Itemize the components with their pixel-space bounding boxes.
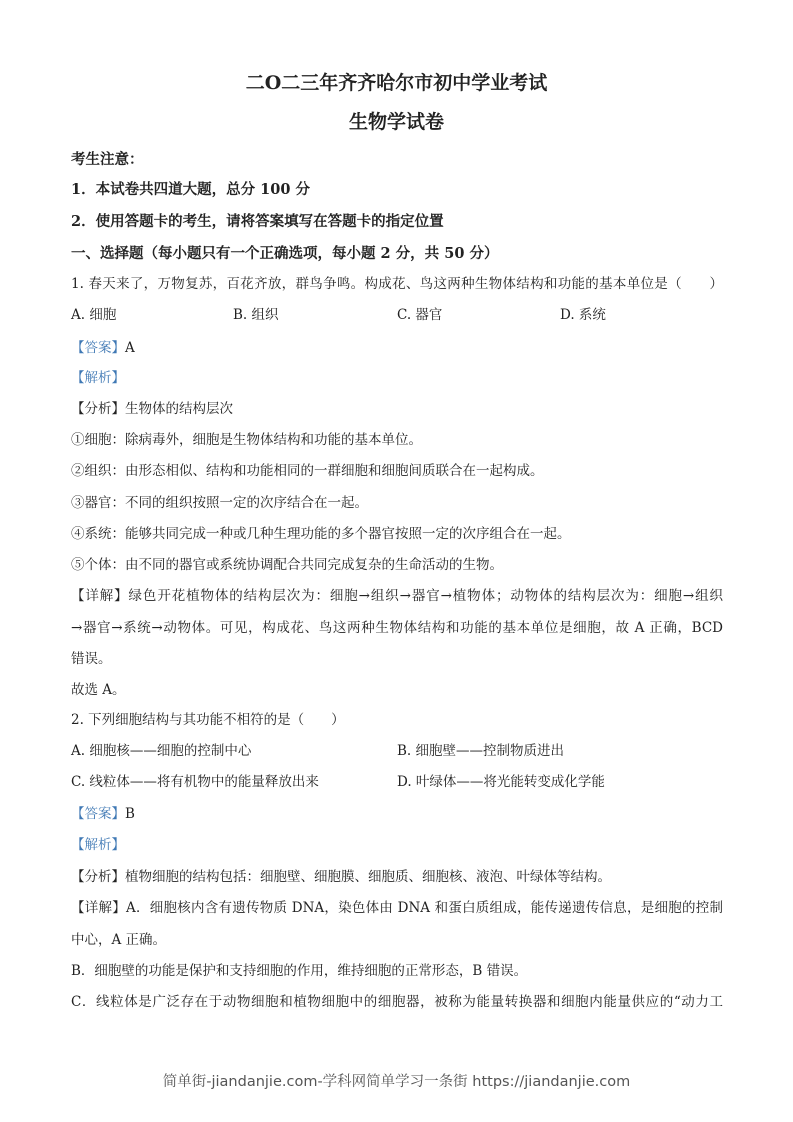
q1-detail [71, 587, 723, 605]
fenxi-text: 生物体的结构层次 [125, 401, 233, 417]
fenxi-label: 【分析】 [71, 869, 125, 885]
point: ②组织：由形态相似、结构和功能相同的一群细胞和细胞间质联合在一起构成。 [71, 463, 544, 479]
analysis-label: 【解析】 [71, 837, 125, 853]
detail-text: 错误。 [71, 651, 112, 667]
fenxi-label: 【分析】 [71, 401, 125, 417]
answer-label: 【答案】 [71, 806, 125, 822]
q2-stem: 2. 下列细胞结构与其功能不相符的是（ ） [71, 712, 345, 728]
detail-label: 【详解】 [71, 900, 126, 916]
q1-fenxi [71, 400, 233, 418]
q1-option-a: A. 细胞 [71, 307, 117, 323]
q2-option-a: A. 细胞核——细胞的控制中心 [71, 743, 252, 759]
q1-option-b: B. 组织 [233, 307, 279, 323]
q2-option-d: D. 叶绿体——将光能转变成化学能 [397, 774, 605, 790]
answer-value: A [125, 340, 135, 356]
q2-fenxi [71, 868, 611, 886]
detail-text: →器官→系统→动物体。可见，构成花、鸟这两种生物体结构和功能的基本单位是细胞，故 A 正确，BCD [71, 620, 723, 636]
answer-value: B [125, 806, 135, 822]
detail-text: C．线粒体是广泛存在于动物细胞和植物细胞中的细胞器，被称为能量转换器和细胞内能量供应的“动力工 [71, 994, 723, 1010]
q2-option-c: C. 线粒体——将有机物中的能量释放出来 [71, 774, 319, 790]
q2-answer [71, 805, 135, 823]
section-heading: 一、选择题（每小题只有一个正确选项，每小题 2 分，共 50 分） [71, 245, 499, 262]
point: ③器官：不同的组织按照一定的次序结合在一起。 [71, 495, 368, 511]
point: ④系统：能够共同完成一种或几种生理功能的多个器官按照一定的次序组合在一起。 [71, 526, 571, 542]
detail-label: 【详解】 [71, 588, 129, 604]
point: ①细胞：除病毒外，细胞是生物体结构和功能的基本单位。 [71, 432, 422, 448]
analysis-label: 【解析】 [71, 370, 125, 386]
q1-answer [71, 339, 135, 357]
answer-label: 【答案】 [71, 340, 125, 356]
detail-text: 绿色开花植物体的结构层次为：细胞→组织→器官→植物体；动物体的结构层次为：细胞→组织 [128, 588, 724, 604]
point: ⑤个体：由不同的器官或系统协调配合共同完成复杂的生命活动的生物。 [71, 557, 503, 573]
footer-watermark: 简单街-jiandanjie.com-学科网简单学习一条街 https://jiandanjie.com [162, 1074, 631, 1090]
detail-text: A．细胞核内含有遗传物质 DNA，染色体由 DNA 和蛋白质组成，能传递遗传信息，是细胞的控制 [126, 900, 724, 916]
q1-option-c: C. 器官 [397, 307, 443, 323]
notice-heading: 考生注意： [71, 151, 144, 168]
conclusion: 故选 A。 [71, 682, 126, 698]
q1-option-d: D. 系统 [560, 307, 606, 323]
q2-option-b: B. 细胞壁——控制物质进出 [397, 743, 565, 759]
q1-stem: 1. 春天来了，万物复苏，百花齐放，群鸟争鸣。构成花、鸟这两种生物体结构和功能的基本单位是（ ） [71, 276, 723, 292]
fenxi-text: 植物细胞的结构包括：细胞壁、细胞膜、细胞质、细胞核、液泡、叶绿体等结构。 [125, 869, 611, 885]
exam-subtitle: 生物学试卷 [348, 111, 444, 133]
detail-text: 中心，A 正确。 [71, 932, 167, 948]
notice-item: 2．使用答题卡的考生，请将答案填写在答题卡的指定位置 [71, 213, 444, 230]
notice-item: 1．本试卷共四道大题，总分 100 分 [71, 181, 310, 198]
detail-text: B．细胞壁的功能是保护和支持细胞的作用，维持细胞的正常形态，B 错误。 [71, 963, 528, 979]
q2-detail [71, 899, 723, 917]
exam-title: 二O二三年齐齐哈尔市初中学业考试 [245, 72, 548, 94]
